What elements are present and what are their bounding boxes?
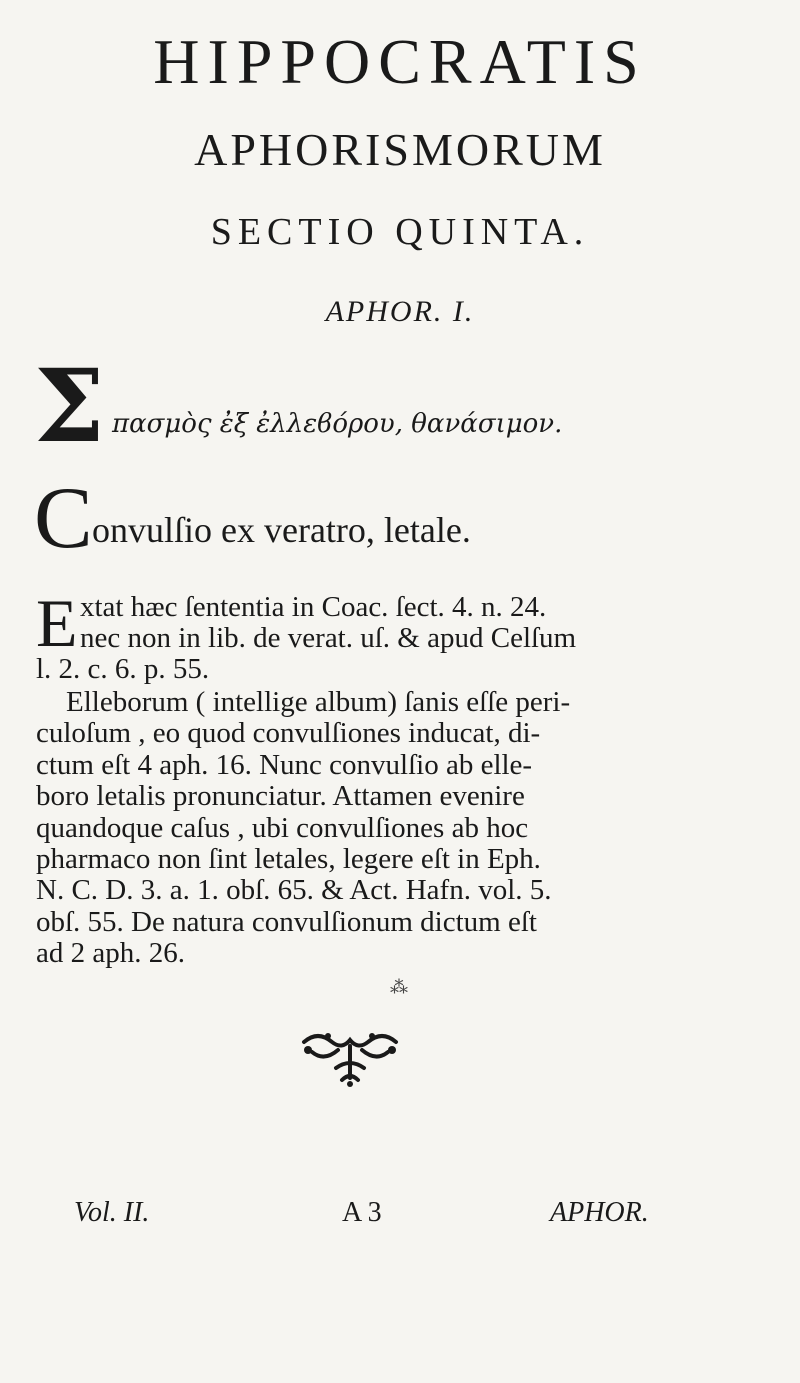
footer-volume: Vol. II.	[74, 1197, 150, 1228]
aphorism-heading: APHOR. I.	[325, 295, 475, 328]
commentary-line: boro letalis pronunciatur. Attamen evenire	[36, 780, 525, 813]
latin-drop-initial: C	[34, 470, 93, 567]
divider-mark: ⁂	[390, 977, 410, 997]
title-aphorismorum: APHORISMORUM	[194, 124, 606, 175]
commentary-line: ad 2 aph. 26.	[36, 937, 185, 970]
title-sectio-quinta: SECTIO QUINTA.	[210, 211, 590, 253]
latin-text: onvulſio ex veratro, letale.	[92, 510, 471, 550]
printers-ornament-icon	[298, 1028, 402, 1088]
greek-text: πασμὸς ἐξ ἐλλεϐόρου, θανάσιμον.	[112, 409, 563, 439]
footer-signature-mark: A 3	[342, 1197, 382, 1228]
commentary-line: N. C. D. 3. a. 1. obſ. 65. & Act. Hafn. vol. 5.	[36, 874, 552, 907]
commentary-line: culoſum , eo quod convulſiones inducat, di-	[36, 717, 541, 750]
latin-aphorism	[34, 470, 774, 567]
commentary-drop-initial: E	[36, 585, 78, 661]
commentary-line: obſ. 55. De natura convulſionum dictum eſt	[36, 905, 537, 938]
title-hippocratis: HIPPOCRATIS	[153, 26, 647, 97]
commentary-line: nec non in lib. de verat. uſ. & apud Celſum	[80, 622, 577, 654]
greek-drop-initial: Σ	[34, 347, 105, 465]
footer-catchword: APHOR.	[550, 1197, 649, 1228]
greek-aphorism	[34, 347, 774, 465]
commentary-line: l. 2. c. 6. p. 55.	[36, 653, 210, 685]
commentary-line: xtat hæc ſententia in Coac. ſect. 4. n. 24.	[80, 591, 547, 623]
commentary-line: ctum eſt 4 aph. 16. Nunc convulſio ab elle-	[36, 748, 533, 781]
commentary-line: pharmaco non ſint letales, legere eſt in Eph.	[36, 843, 541, 875]
commentary-line: quandoque caſus , ubi convulſiones ab hoc	[36, 811, 529, 844]
commentary-line: Elleborum ( intellige album) ſanis eſſe peri-	[66, 686, 571, 718]
